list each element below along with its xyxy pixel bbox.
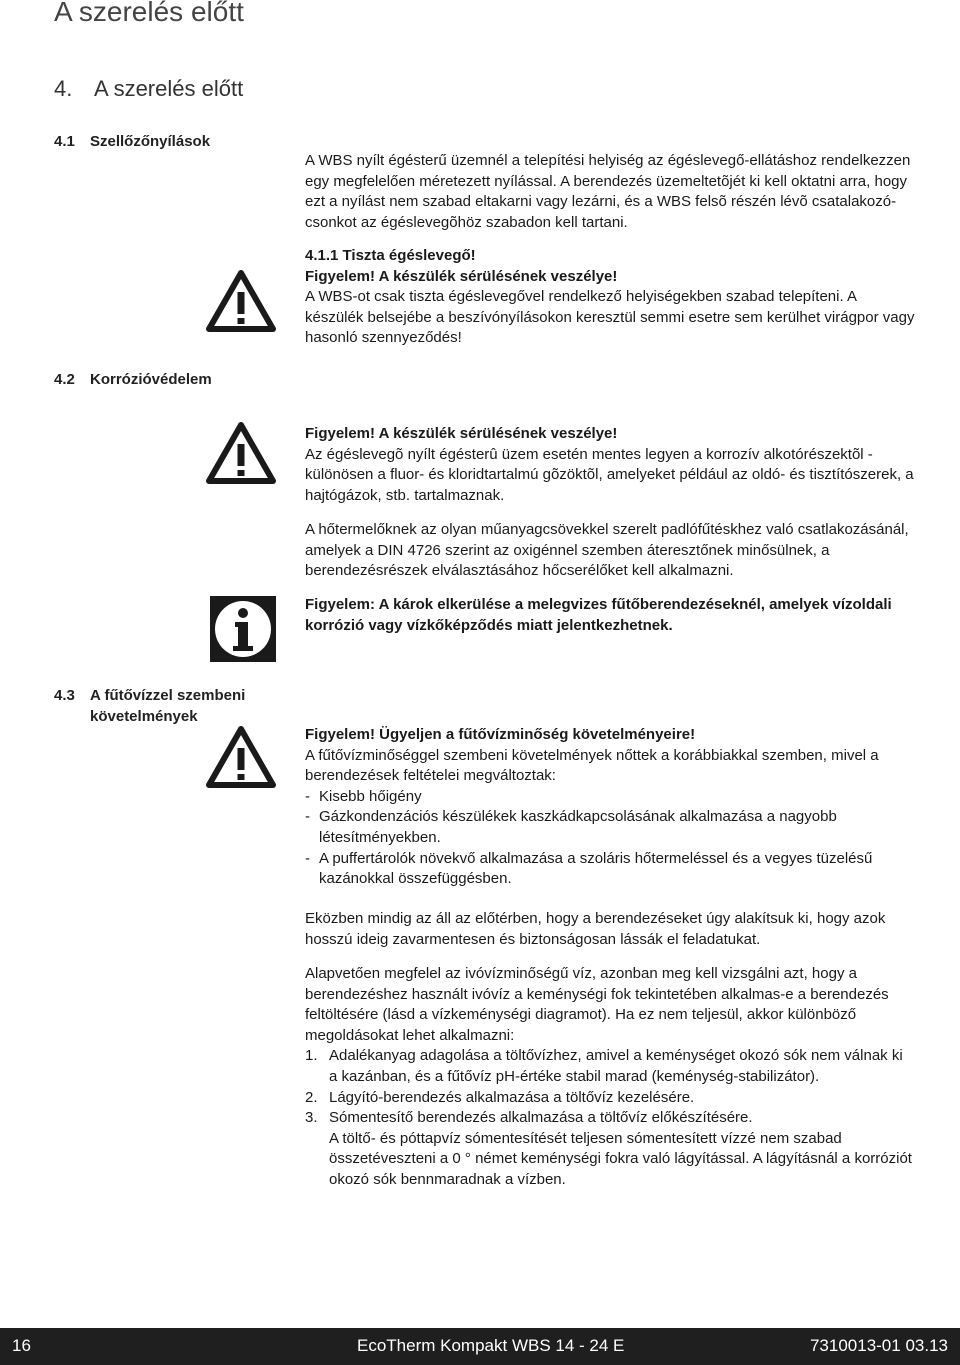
chapter-number: 4.: [54, 76, 73, 101]
section-number: 4.1: [54, 133, 75, 150]
section-4-1-paragraph: A WBS nyílt égésterű üzemnél a telepítési helyiség az égéslevegő-ellátáshoz rendelkezzen egy megfelelően méretezett nyílással. A berendezés üzemeltetõjét ki kell oktatni arra, hogy ezt a nyílást nem szabad eltakarni vagy lezárni, és a WBS felsõ részén lévõ csatalakozó-csonkot az égéslevegõhöz szabadon kell tartani.: [305, 152, 911, 231]
section-heading-4-1: [54, 131, 210, 152]
section-number: 4.3: [54, 687, 75, 704]
page-number: 16: [12, 1336, 31, 1355]
drinking-water-paragraph: Alapvetően megfelel az ivóvízminőségű víz, azonban meg kell vizsgálni azt, hogy a berendezéshez használt ivóvíz a keménységi fok tekintetében alkalmas-e a berendezés feltöltésére (lásd a vízkeménységi diagramot). Ha ez nem teljesül, akkor különböző megoldásokat lehet alkalmazni:: [305, 965, 889, 1044]
section-heading-4-3: [54, 685, 245, 727]
document-number: 7310013-01 03.13: [809, 1336, 948, 1355]
list-item: 3. Sómentesítő berendezés alkalmazása a töltővíz előkészítésére. A töltő- és póttapvíz sómentesítését teljesen sómentesített vízzé nem szabad összetéveszteni a 0 ° német keménységi fokra való lágyítással. A lágyításnál a korróziót okozó sók bennmaradnak a vízben.: [305, 1109, 912, 1188]
water-quality-warning-block: [305, 725, 915, 890]
list-item: - Kisebb hőigény: [305, 787, 422, 805]
info-icon: [210, 596, 276, 662]
warning-triangle-icon: [206, 270, 276, 332]
list-item: 1. Adalékanyag adagolása a töltővízhez, amivel a keménységet okozó sók nem válnak ki a kazánban, és a fűtővíz pH-értéke stabil marad (keménység-stabilizátor).: [305, 1047, 903, 1085]
warning-triangle-icon: [206, 422, 276, 484]
reliability-paragraph: Eközben mindig az áll az előtérben, hogy a berendezéseket úgy alakítsuk ki, hogy azok hosszú ideig zavarmentesen és biztonságosan lássák el feladatukat.: [305, 910, 886, 948]
product-name: EcoTherm Kompakt WBS 14 - 24 E: [357, 1336, 625, 1355]
page-footer: [0, 1328, 960, 1365]
chapter-heading: [54, 76, 243, 102]
section-title: Szellőzőnyílások: [90, 133, 211, 150]
warning-block-corrosion: [305, 424, 915, 506]
warning-text: Az égéslevegõ nyílt égésterû üzem esetén mentes legyen a korrozív alkotórészektõl - különösen a fluor- és kloridtartalmú gõzöktõl, amelyeket például az oldó- és tisztítószerek, a hajtógázok, stb. tartalmaznak.: [305, 445, 914, 504]
requirements-list: [305, 787, 915, 890]
section-heading-4-2: [54, 369, 212, 390]
list-item: - Gázkondenzációs készülékek kaszkádkapcsolásának alkalmazása a nagyobb létesítményekben.: [305, 808, 837, 846]
section-title-continued: követelmények: [90, 708, 198, 725]
list-item: - A puffertárolók növekvő alkalmazása a szoláris hőtermeléssel és a vegyes tüzelésű kazánokkal összefüggésben.: [305, 849, 873, 888]
warning-title: Figyelem! A készülék sérülésének veszélye!: [305, 425, 618, 442]
page-header-title: A szerelés előtt: [54, 0, 244, 27]
floor-heating-paragraph: A hőtermelőknek az olyan műanyagcsövekkel szerelt padlófűtéskhez való csatlakozásánál, amelyek a DIN 4726 szerint az oxigénnel szemben áteresztőnek minősülnek, a berendezésrészek elválasztásához hőcserélőket kell alkalmazni.: [305, 521, 909, 580]
warning-block-clean-air: [305, 246, 915, 349]
section-title: Korrózióvédelem: [90, 371, 212, 388]
drinking-water-block: [305, 964, 915, 1191]
list-item: 2. Lágyító-berendezés alkalmazása a töltővíz kezelésére.: [305, 1088, 695, 1106]
warning-text: A WBS-ot csak tiszta égéslevegővel rendelkező helyiségekben szabad telepíteni. A készülék belsejébe a beszívónyílásokon keresztül semmi esetre sem kerülhet virágpor vagy hasonló szennyeződés!: [305, 288, 915, 347]
solutions-list: [305, 1046, 915, 1190]
warning-triangle-icon: [206, 726, 276, 788]
subsection-heading-4-1-1: 4.1.1 Tiszta égéslevegő!: [305, 247, 476, 264]
info-note: Figyelem: A károk elkerülése a melegvizes fűtőberendezéseknél, amelyek vízoldali korrózió vagy vízkőképződés miatt jelentkezhetnek.: [305, 596, 892, 634]
warning-title: Figyelem! A készülék sérülésének veszélye!: [305, 267, 618, 285]
warning-title: Figyelem! Ügyeljen a fűtővízminőség követelményeire!: [305, 726, 696, 743]
section-number: 4.2: [54, 371, 75, 388]
chapter-title: A szerelés előtt: [94, 76, 244, 101]
section-title: A fűtővízzel szembeni: [90, 687, 246, 704]
warning-text: A fűtővízminőséggel szembeni követelmények nőttek a korábbiakkal szemben, mivel a berendezések feltételei megváltoztak:: [305, 746, 879, 785]
